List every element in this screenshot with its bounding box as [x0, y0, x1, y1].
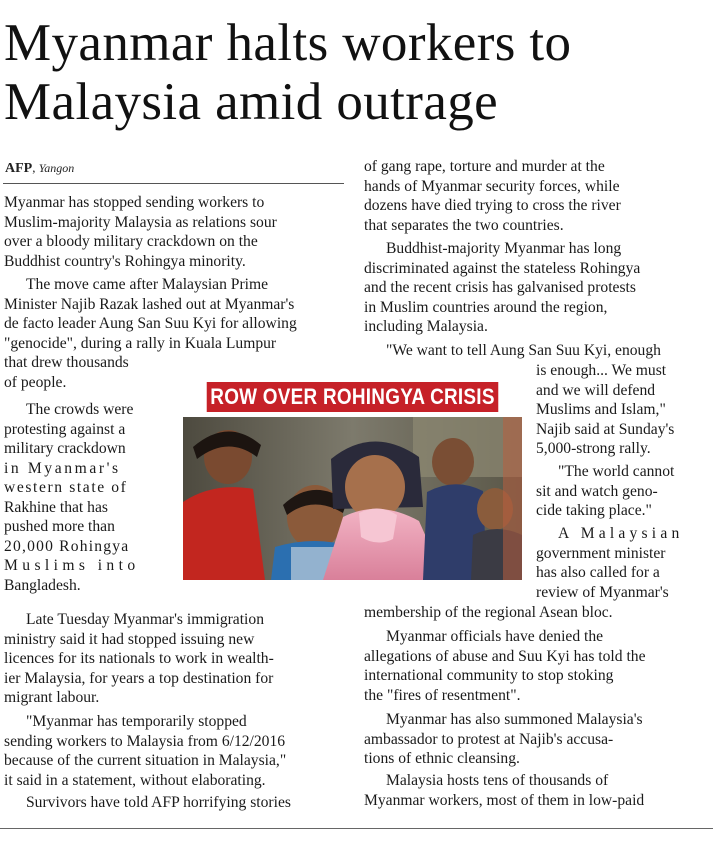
paragraph-11: [364, 627, 704, 705]
text-line: membership of the regional Asean bloc.: [364, 604, 613, 621]
news-photo-illustration: [183, 417, 522, 580]
text-line: Malaysia hosts tens of thousands of: [386, 772, 609, 789]
paragraph-1: [4, 193, 342, 271]
text-line: Bangladesh.: [4, 576, 81, 594]
text-line: government minister: [536, 544, 666, 562]
paragraph-4: [4, 610, 342, 708]
text-line: Muslims and Islam,": [536, 401, 666, 418]
text-line: and the recent crisis has galvanised protests: [364, 279, 636, 296]
byline: [5, 160, 74, 177]
text-line: The crowds were: [26, 401, 134, 418]
paragraph-9: [536, 462, 704, 521]
paragraph-10-wrap: [364, 603, 704, 623]
paragraph-2-wrap: [4, 353, 174, 392]
text-line: ministry said it had stopped issuing new: [4, 630, 255, 648]
paragraph-7: [364, 239, 704, 337]
text-line: in Muslim countries around the region,: [364, 298, 608, 316]
text-line: "genocide", during a rally in Kuala Lumpur: [4, 334, 277, 352]
text-line: migrant labour.: [4, 689, 100, 706]
text-line: "Myanmar has temporarily stopped: [26, 713, 247, 730]
text-line: Muslim-majority Malaysia as relations sour: [4, 213, 277, 231]
text-line: The move came after Malaysian Prime: [26, 276, 269, 293]
photo-block: [183, 382, 522, 580]
text-line: sending workers to Malaysia from 6/12/2016: [4, 732, 286, 750]
text-line: ier Malaysia, for years a top destination for: [4, 669, 274, 687]
text-line: cide taking place.": [536, 502, 652, 519]
byline-separator: ,: [32, 160, 39, 175]
text-line: it said in a statement, without elaborating.: [4, 771, 266, 789]
text-line: allegations of abuse and Suu Kyi has told the: [364, 647, 646, 665]
text-line: the "fires of resentment".: [364, 686, 521, 704]
text-line: tions of ethnic cleansing.: [364, 750, 520, 767]
text-line: Myanmar workers, most of them in low-paid: [364, 791, 645, 809]
text-line: licences for its nationals to work in wealth-: [4, 650, 274, 667]
text-line: in Myanmar's: [4, 459, 121, 477]
byline-agency: AFP: [5, 161, 33, 176]
text-line: over a bloody military crackdown on the: [4, 233, 258, 250]
text-line: hands of Myanmar security forces, while: [364, 177, 620, 195]
text-line: pushed more than: [4, 518, 115, 535]
text-line: "We want to tell Aung San Suu Kyi, enough: [386, 342, 661, 359]
text-line: that separates the two countries.: [364, 216, 564, 234]
text-line: Buddhist country's Rohingya minority.: [4, 252, 246, 270]
paragraph-2: [4, 275, 342, 353]
text-line: discriminated against the stateless Rohingya: [364, 259, 641, 277]
text-line: international community to stop stoking: [364, 667, 614, 684]
text-line: Najib said at Sunday's: [536, 420, 675, 438]
byline-divider: [3, 183, 344, 184]
paragraph-10: [536, 524, 704, 602]
text-line: review of Myanmar's: [536, 583, 669, 601]
text-line: of gang rape, torture and murder at the: [364, 158, 605, 175]
text-line: Buddhist-majority Myanmar has long: [386, 240, 622, 257]
text-line: because of the current situation in Malaysia,": [4, 752, 287, 769]
byline-location: Yangon: [38, 161, 75, 175]
text-line: military crackdown: [4, 440, 126, 457]
text-line: Myanmar officials have denied the: [386, 628, 604, 645]
text-line: de facto leader Aung San Suu Kyi for allowing: [4, 315, 297, 332]
paragraph-3: [4, 400, 174, 595]
text-line: Muslims into: [4, 557, 140, 574]
headline: Myanmar halts workers to Malaysia amid outrage: [4, 14, 572, 131]
text-line: Minister Najib Razak lashed out at Myanmar's: [4, 295, 295, 313]
text-line: Survivors have told AFP horrifying stories: [26, 794, 291, 811]
text-line: is enough... We must: [536, 362, 667, 379]
text-line: of people.: [4, 373, 67, 391]
page-bottom-divider: [0, 828, 713, 829]
text-line: "The world cannot: [558, 463, 675, 480]
paragraph-12: [364, 710, 704, 769]
text-line: that drew thousands: [4, 354, 129, 371]
news-photo: [183, 417, 522, 580]
text-line: sit and watch geno-: [536, 482, 658, 500]
text-line: protesting against a: [4, 420, 126, 438]
photo-title: ROW OVER ROHINGYA CRISIS: [207, 382, 499, 412]
paragraph-8-wrap: [536, 361, 704, 459]
paragraph-6: [4, 793, 342, 813]
text-line: ambassador to protest at Najib's accusa-: [364, 730, 614, 748]
text-line: has also called for a: [536, 564, 660, 581]
text-line: dozens have died trying to cross the river: [364, 197, 621, 214]
text-line: Late Tuesday Myanmar's immigration: [26, 611, 264, 628]
paragraph-13: [364, 771, 704, 810]
text-line: Myanmar has stopped sending workers to: [4, 194, 265, 211]
paragraph-8: [364, 341, 704, 361]
text-line: including Malaysia.: [364, 318, 488, 335]
text-line: Rakhine that has: [4, 498, 108, 516]
text-line: A Malaysian: [558, 525, 684, 542]
text-line: Myanmar has also summoned Malaysia's: [386, 711, 643, 728]
text-line: and we will defend: [536, 381, 656, 399]
paragraph-5: [4, 712, 342, 790]
text-line: 5,000-strong rally.: [536, 440, 651, 457]
paragraph-6-continued: [364, 157, 704, 235]
text-line: western state of: [4, 479, 128, 496]
text-line: 20,000 Rohingya: [4, 537, 130, 555]
